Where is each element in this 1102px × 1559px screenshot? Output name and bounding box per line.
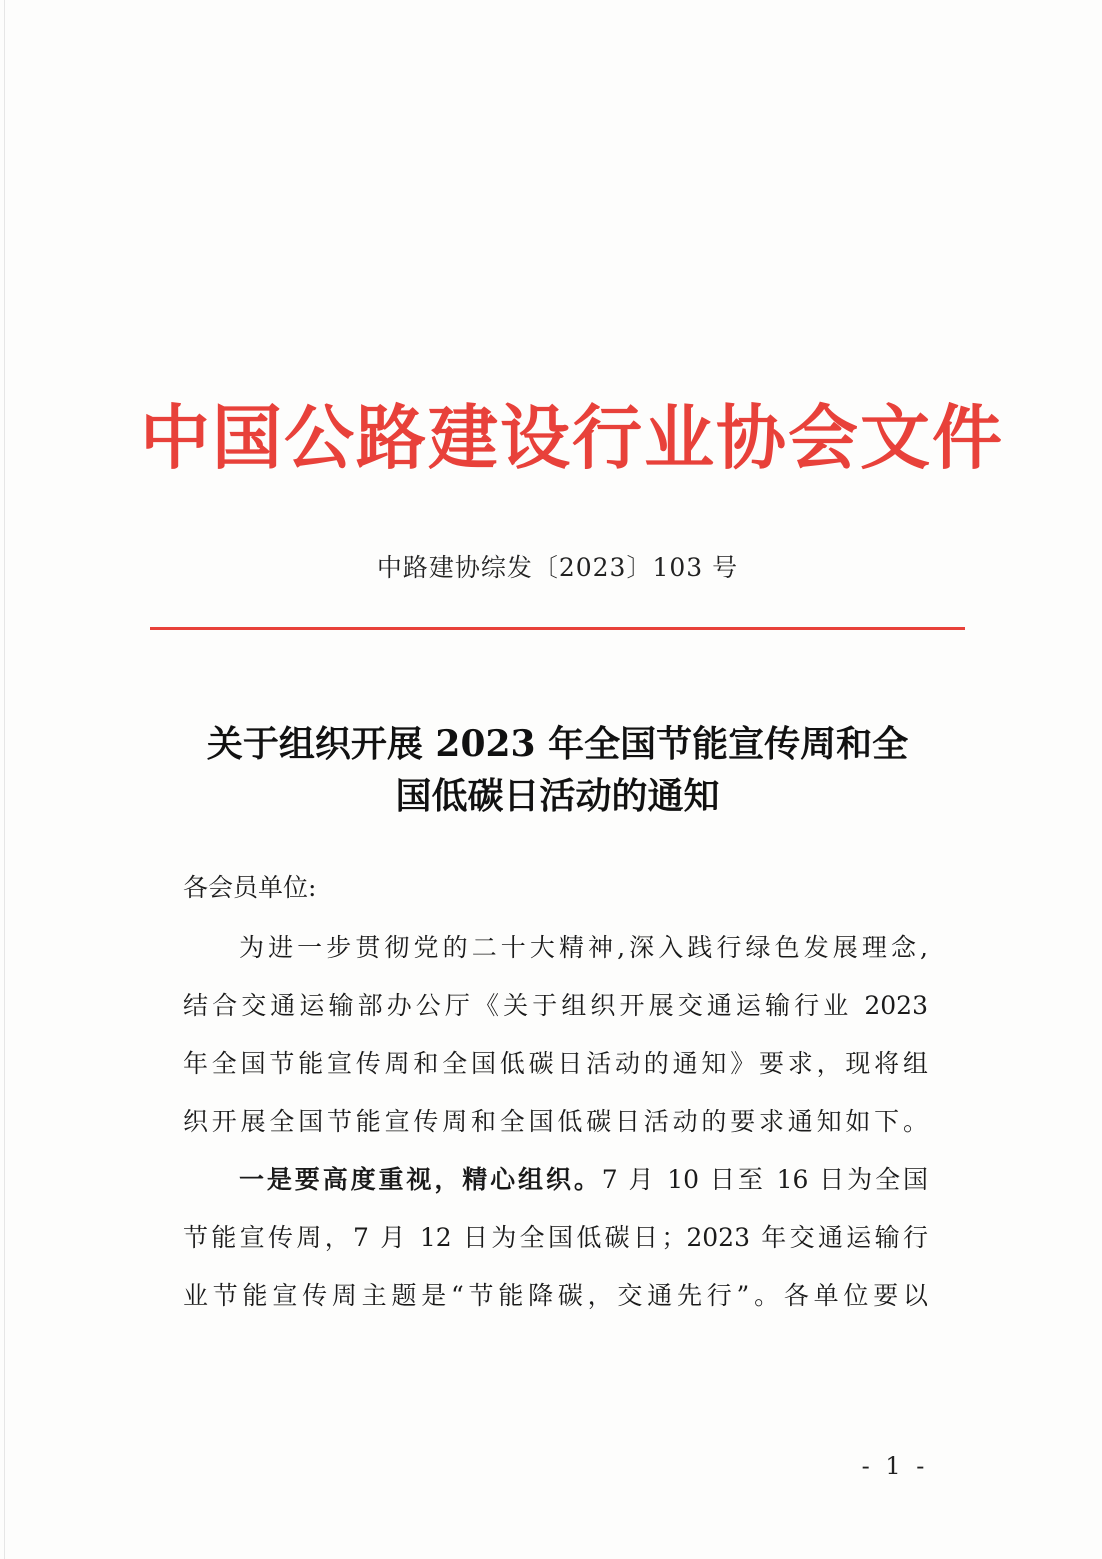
notice-title-line-2: 国低碳日活动的通知 [395,775,720,817]
document-number: 中路建协综发〔2023〕103 号 [376,553,739,582]
body-line: 结合交通运输部办公厅《关于组织开展交通运输行业 2023 [183,991,928,1020]
section-heading: 一是要高度重视，精心组织。 [239,1165,602,1194]
section-text: 7 月 10 日至 16 日为全国 [601,1165,928,1194]
body-line [239,1160,928,1200]
notice-title [150,718,965,822]
issuing-organization-title: 中国公路建设行业协会文件 [140,397,1004,479]
body-line: 节能宣传周，7 月 12 日为全国低碳日；2023 年交通运输行 [183,1223,928,1252]
salutation: 各会员单位: [183,873,317,902]
red-divider-line [150,627,965,630]
page-number: - 1 - [861,1452,929,1480]
body-line: 为进一步贯彻党的二十大精神,深入践行绿色发展理念, [239,933,928,962]
body-line: 业节能宣传周主题是“节能降碳，交通先行”。各单位要以 [183,1281,928,1310]
body-line: 年全国节能宣传周和全国低碳日活动的通知》要求，现将组 [183,1049,928,1078]
notice-title-line-1: 关于组织开展 2023 年全国节能宣传周和全 [206,723,909,765]
body-line: 织开展全国节能宣传周和全国低碳日活动的要求通知如下。 [183,1107,928,1136]
scan-edge-line [4,0,5,1559]
